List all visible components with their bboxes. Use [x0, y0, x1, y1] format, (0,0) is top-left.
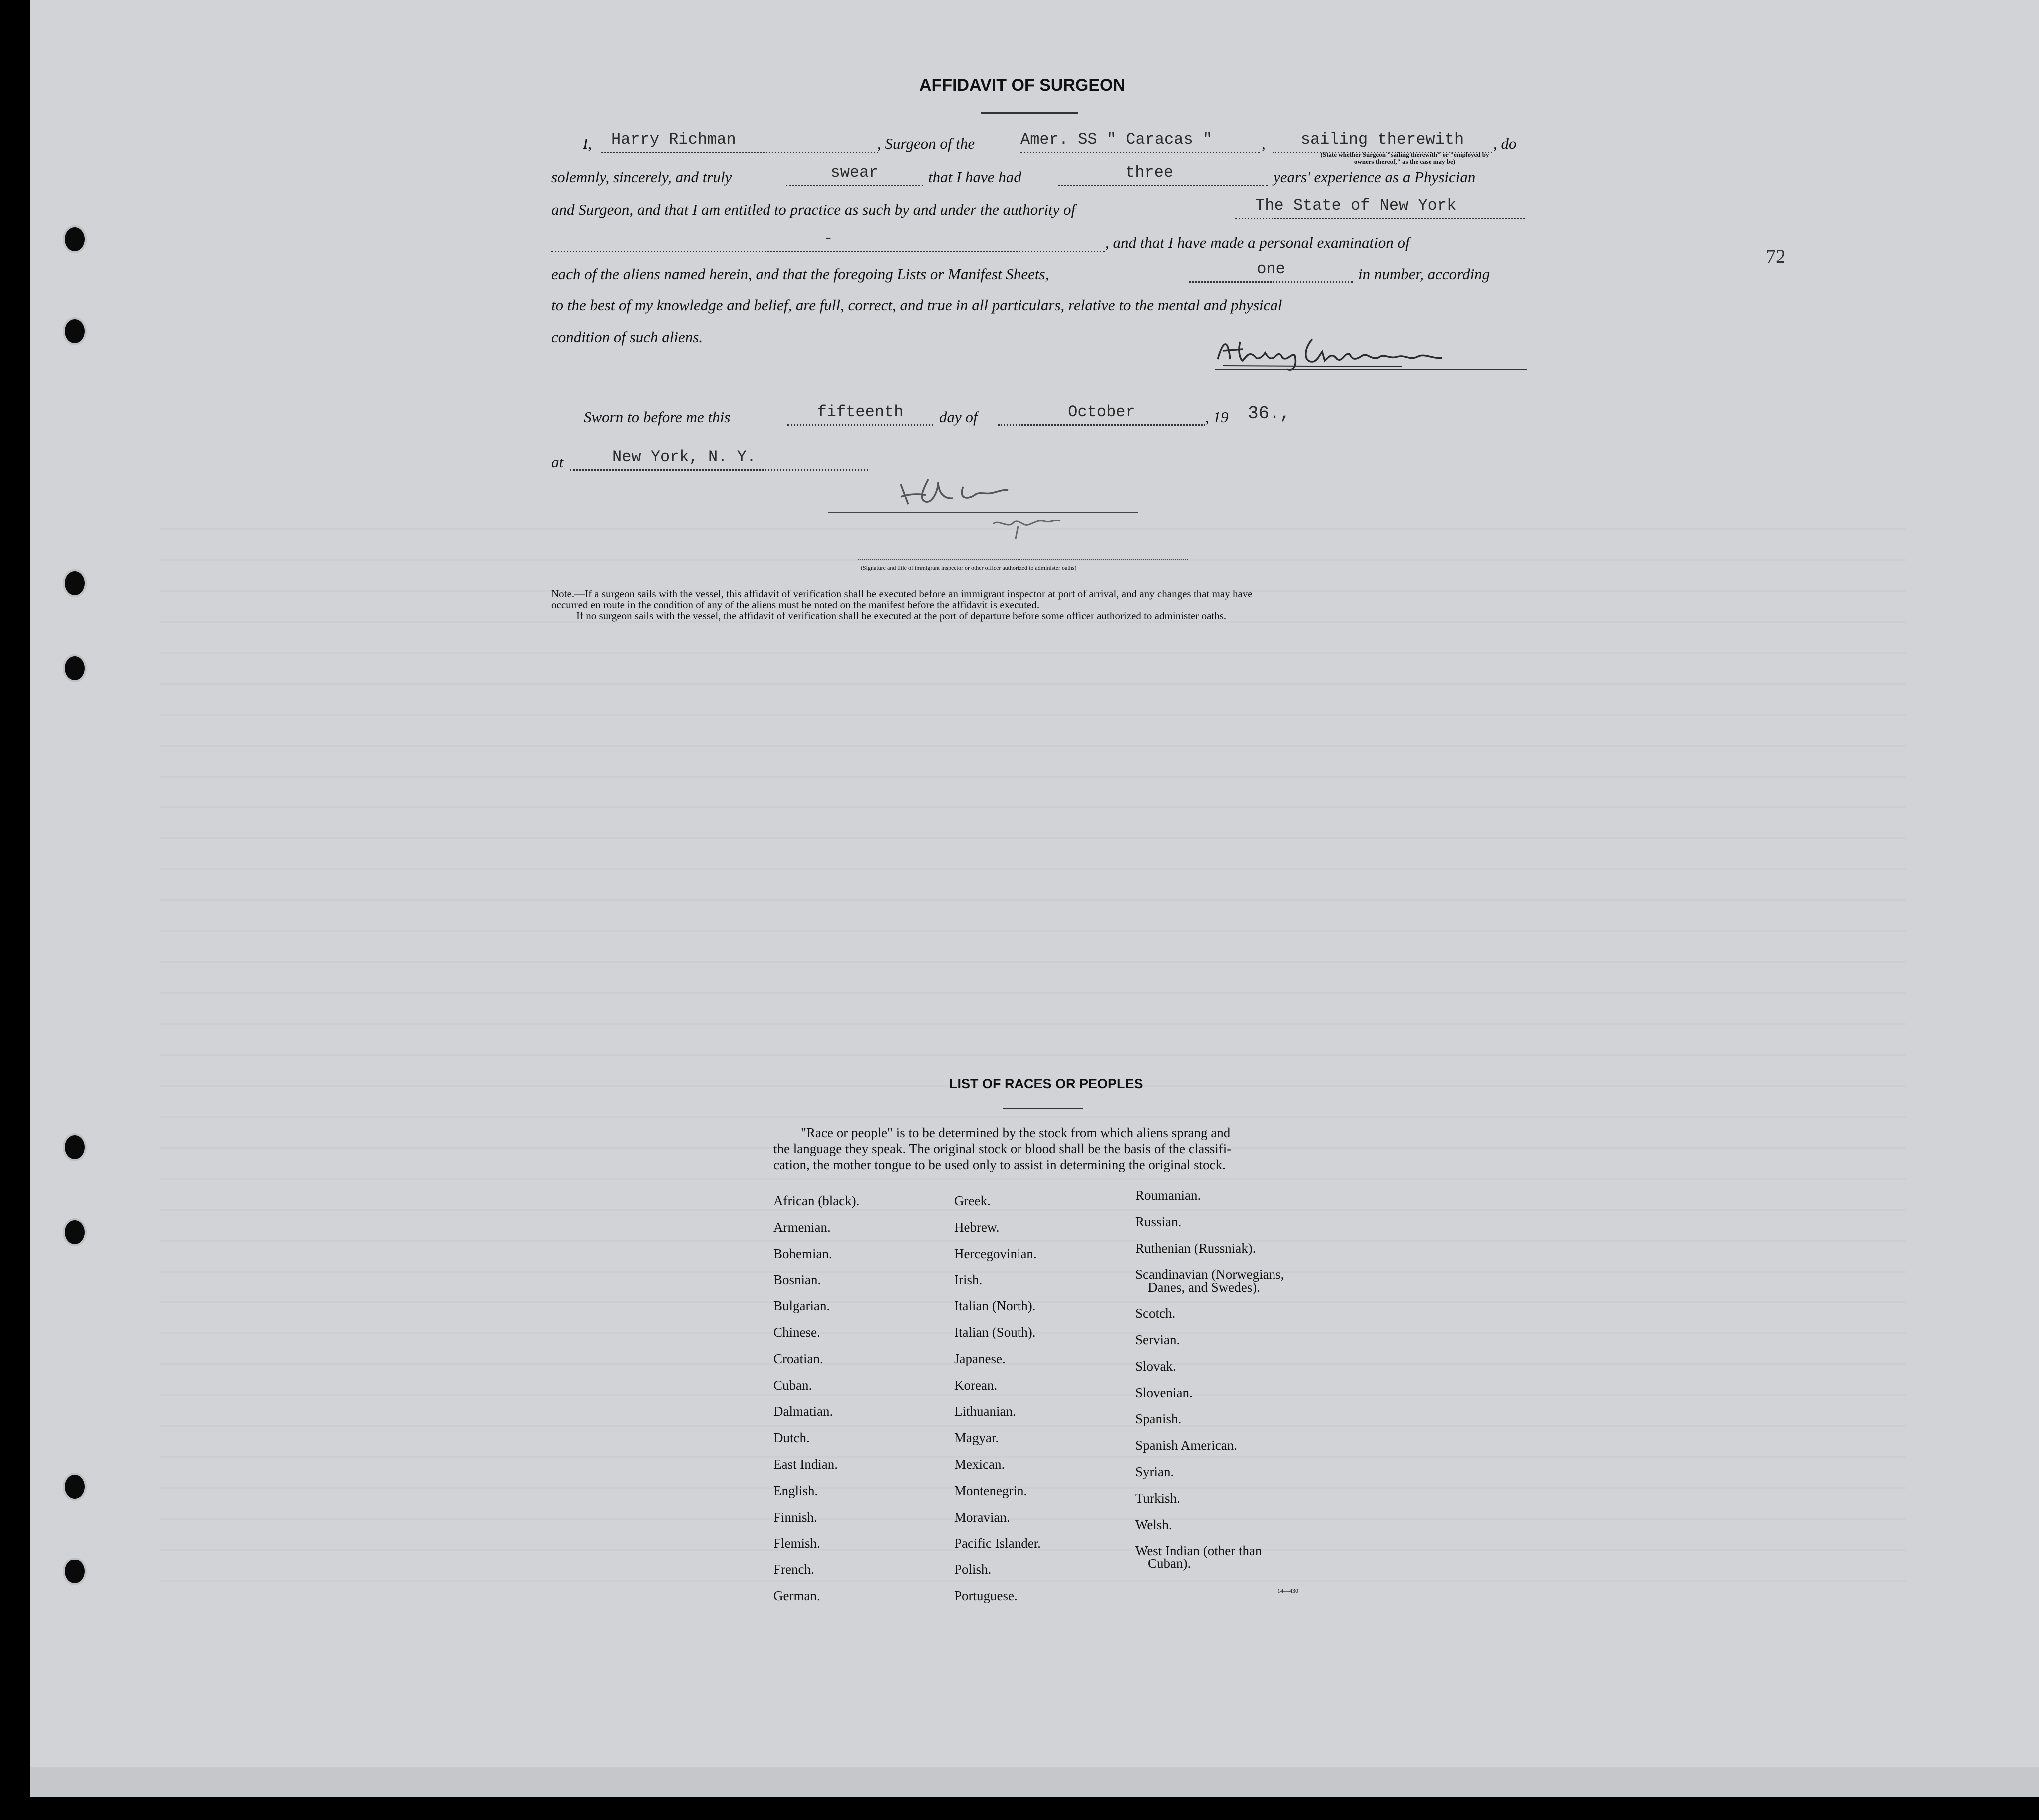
- inspector-title-line: [858, 559, 1188, 560]
- race-item: Armenian.: [773, 1219, 831, 1235]
- at-label: at: [551, 453, 564, 471]
- oath-type: swear: [830, 163, 879, 182]
- page-number: 72: [1766, 245, 1785, 267]
- race-item: Servian.: [1135, 1332, 1180, 1347]
- race-item: Roumanian.: [1135, 1188, 1201, 1203]
- surgeon-name: Harry Richman: [611, 130, 736, 149]
- sailing-status: sailing therewith: [1300, 130, 1464, 149]
- race-item: Russian.: [1135, 1214, 1182, 1229]
- race-item: Croatian.: [773, 1351, 823, 1366]
- vessel-name: Amer. SS " Caracas ": [1020, 130, 1213, 149]
- title-rule: [981, 112, 1078, 114]
- race-item: Cuban).: [1148, 1556, 1191, 1571]
- race-item: Korean.: [954, 1377, 998, 1393]
- sailing-note: (State whether Surgeon "sailing therewith" or "employed by owners thereof," as the case may be): [1320, 151, 1489, 165]
- authority-field: [1235, 196, 1525, 219]
- race-item: Italian (South).: [954, 1324, 1036, 1340]
- race-item: Bulgarian.: [773, 1299, 830, 1314]
- experience-pre: that I have had: [928, 168, 1021, 186]
- authority-cont: -: [823, 229, 833, 248]
- race-item: Chinese.: [773, 1324, 820, 1340]
- surgeon-signature-line: [1215, 369, 1527, 370]
- years-field: [1058, 163, 1268, 186]
- race-item: Dutch.: [773, 1430, 810, 1446]
- race-item: German.: [773, 1588, 820, 1603]
- binder-hole: [65, 1135, 85, 1159]
- binder-hole: [65, 656, 85, 680]
- sworn-place: New York, N. Y.: [612, 448, 757, 466]
- race-item: Spanish American.: [1135, 1438, 1237, 1453]
- race-item: Moravian.: [954, 1509, 1010, 1525]
- inspector-signature: [878, 469, 1158, 569]
- sworn-month: October: [1068, 403, 1135, 421]
- knowledge-text: to the best of my knowledge and belief, are full, correct, and true in all particulars, relative to the mental and physical: [551, 296, 1282, 314]
- document-page: [30, 0, 2039, 1797]
- race-item: Lithuanian.: [954, 1404, 1016, 1419]
- examination-text: , and that I have made a personal examination of: [1105, 234, 1410, 251]
- races-intro-3: cation, the mother tongue to be used only to assist in determining the original stock.: [773, 1157, 1226, 1172]
- note-line-2: occurred en route in the condition of any of the aliens must be noted on the manifest before the affidavit is executed.: [551, 599, 1040, 611]
- races-intro-2: the language they speak. The original stock or blood shall be the basis of the classifi-: [773, 1141, 1232, 1156]
- surgeon-name-field: [601, 130, 878, 153]
- manifest-sheets-text: each of the aliens named herein, and that the foregoing Lists or Manifest Sheets,: [551, 265, 1049, 283]
- authority: The State of New York: [1255, 196, 1457, 215]
- binder-hole: [65, 1220, 85, 1244]
- race-item: Cuban.: [773, 1377, 812, 1393]
- i-label: I,: [583, 135, 592, 152]
- race-item: Scandinavian (Norwegians,: [1135, 1267, 1284, 1282]
- sheet-count: one: [1257, 260, 1285, 278]
- race-item: East Indian.: [773, 1456, 838, 1472]
- race-item: Bohemian.: [773, 1246, 832, 1261]
- experience-post: years' experience as a Physician: [1274, 168, 1476, 186]
- note-line-3: If no surgeon sails with the vessel, the affidavit of verification shall be executed at the port of departure before some officer authorized to administer oaths.: [576, 610, 1227, 622]
- note-line-1: Note.—If a surgeon sails with the vessel, this affidavit of verification shall be executed before an immigrant inspector at port of arrival, and any changes that may have: [551, 588, 1253, 600]
- inspector-signature-line: [828, 512, 1138, 513]
- sheet-count-field: [1189, 260, 1353, 283]
- years: three: [1125, 163, 1174, 182]
- races-column-3: [1135, 1188, 1284, 1571]
- sworn-day-field: [787, 402, 933, 426]
- binder-hole: [65, 1560, 85, 1583]
- inspector-signature-image: [878, 469, 1158, 569]
- races-column-1: [773, 1188, 859, 1609]
- race-item: African (black).: [773, 1193, 860, 1208]
- race-item: Finnish.: [773, 1509, 817, 1525]
- race-item: West Indian (other than: [1135, 1543, 1262, 1559]
- surgeon-of-label: , Surgeon of the: [877, 135, 975, 152]
- race-item: Slovenian.: [1135, 1385, 1193, 1400]
- binder-hole: [65, 319, 85, 343]
- race-item: Slovak.: [1135, 1358, 1176, 1374]
- race-item: Flemish.: [773, 1536, 820, 1551]
- races-intro-1: "Race or people" is to be determined by the stock from which aliens sprang and: [801, 1125, 1231, 1140]
- race-item: Greek.: [954, 1193, 991, 1208]
- race-item: Hercegovinian.: [954, 1246, 1037, 1261]
- sworn-month-field: [998, 402, 1205, 426]
- do-label: , do: [1493, 135, 1517, 152]
- race-item: Japanese.: [954, 1351, 1006, 1366]
- solemnly-label: solemnly, sincerely, and truly: [551, 168, 732, 186]
- comma: ,: [1262, 135, 1266, 152]
- sworn-day: fifteenth: [817, 403, 904, 421]
- race-item: Mexican.: [954, 1456, 1005, 1472]
- form-code: 14—430: [1277, 1587, 1298, 1594]
- year-prefix: , 19: [1205, 408, 1229, 426]
- race-item: Dalmatian.: [773, 1404, 833, 1419]
- race-item: Polish.: [954, 1562, 992, 1577]
- number-according-text: in number, according: [1358, 265, 1490, 283]
- race-item: Hebrew.: [954, 1219, 1000, 1235]
- authority-pre: and Surgeon, and that I am entitled to practice as such by and under the authority of: [551, 201, 1076, 218]
- sailing-status-field: [1273, 130, 1492, 153]
- condition-text: condition of such aliens.: [551, 328, 703, 346]
- races-column-2: [954, 1188, 1041, 1609]
- race-item: Scotch.: [1135, 1306, 1176, 1321]
- signature-caption: (Signature and title of immigrant inspector or other officer authorized to administer oaths): [861, 564, 1077, 571]
- sworn-label: Sworn to before me this: [584, 408, 731, 426]
- surgeon-signature: [1213, 332, 1527, 372]
- surgeon-signature-image: [1213, 332, 1527, 372]
- races-title: LIST OF RACES OR PEOPLES: [949, 1076, 1143, 1091]
- races-title-rule: [1003, 1108, 1083, 1109]
- binder-hole: [65, 571, 85, 595]
- race-item: Welsh.: [1135, 1517, 1172, 1532]
- binder-hole: [65, 227, 85, 251]
- race-item: Danes, and Swedes).: [1148, 1280, 1260, 1295]
- affidavit-title: AFFIDAVIT OF SURGEON: [919, 76, 1126, 95]
- authority-cont-field: [551, 229, 1105, 252]
- race-item: Turkish.: [1135, 1490, 1180, 1506]
- race-item: Portuguese.: [954, 1588, 1018, 1603]
- race-item: Bosnian.: [773, 1272, 821, 1288]
- sworn-place-field: [570, 447, 868, 471]
- race-item: French.: [773, 1562, 814, 1577]
- year-suffix: 36.,: [1248, 403, 1291, 424]
- race-item: Syrian.: [1135, 1464, 1174, 1479]
- race-item: Italian (North).: [954, 1299, 1036, 1314]
- binder-hole: [65, 1475, 85, 1499]
- race-item: Montenegrin.: [954, 1483, 1027, 1498]
- race-item: Irish.: [954, 1272, 983, 1288]
- race-item: Pacific Islander.: [954, 1536, 1041, 1551]
- race-item: Spanish.: [1135, 1411, 1182, 1427]
- day-of-label: day of: [939, 408, 978, 426]
- race-item: Magyar.: [954, 1430, 999, 1446]
- race-item: Ruthenian (Russniak).: [1135, 1240, 1256, 1256]
- race-item: English.: [773, 1483, 818, 1498]
- vessel-field: [1020, 130, 1260, 153]
- oath-type-field: [786, 163, 923, 186]
